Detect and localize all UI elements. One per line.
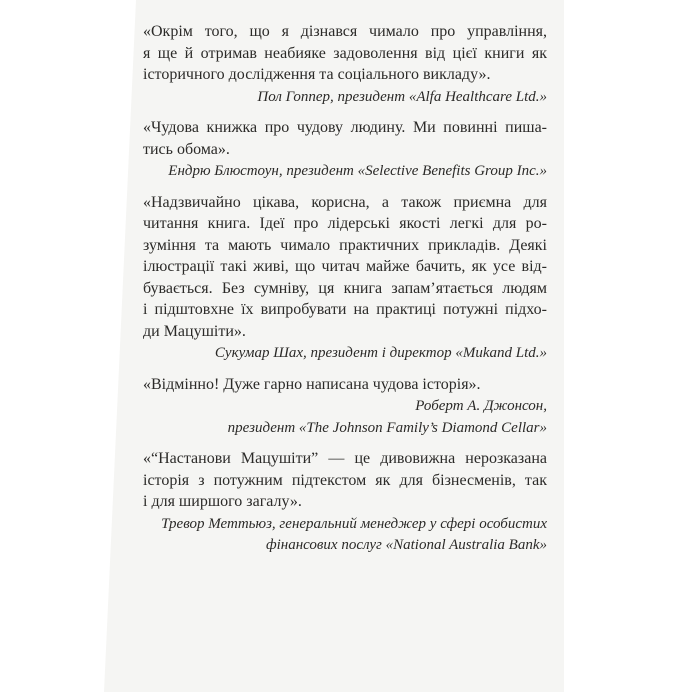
quote-block-3 xyxy=(143,192,547,365)
quote-line: і для ширшого загалу». xyxy=(143,493,302,510)
quote-attribution xyxy=(143,87,547,109)
attribution-line: Сукумар Шах, президент і директор «Mukand Ltd.» xyxy=(214,345,547,361)
testimonials xyxy=(143,21,547,566)
quote-text xyxy=(143,448,547,513)
quote-line: ілюстрації такі живі, що читач майже бачить, як усе від- xyxy=(143,258,547,275)
attribution-line: президент «The Johnson Family’s Diamond Cellar» xyxy=(227,419,547,436)
quote-text xyxy=(143,374,547,396)
quote-line: і підштовхне їх випробувати на практиці потужні підхо- xyxy=(143,301,547,318)
quote-line: читання книга. Ідеї про лідерські якості легкі для ро- xyxy=(143,215,547,232)
quote-block-1 xyxy=(143,21,547,108)
quote-line: ди Мацушіти». xyxy=(143,322,246,340)
quote-text xyxy=(143,192,547,343)
quote-text xyxy=(143,117,547,160)
quote-block-2 xyxy=(143,117,547,183)
quote-line: «Окрім того, що я дізнався чимало про управління, xyxy=(143,23,547,40)
quote-attribution xyxy=(143,396,547,439)
quote-line: зуміння та мають чимало практичних прикладів. Деякі xyxy=(143,236,547,254)
quote-line: я ще й отримав неабияке задоволення від цієї книги як xyxy=(143,44,547,62)
quote-block-5 xyxy=(143,448,547,557)
attribution-line: Тревор Меттьюз, генеральний менеджер у сфері особистих xyxy=(161,515,547,532)
quote-line: історія з потужним підтекстом як для бізнесменів, так xyxy=(143,471,547,489)
quote-attribution xyxy=(143,161,547,183)
quote-line: історичного дослідження та соціального викладу». xyxy=(143,66,491,83)
quote-attribution xyxy=(143,514,547,557)
quote-block-4 xyxy=(143,374,547,440)
quote-text xyxy=(143,21,547,86)
quote-line: «Відмінно! Дуже гарно написана чудова історія». xyxy=(143,375,481,393)
attribution-line: фінансових послуг «National Australia Bank» xyxy=(265,537,547,553)
attribution-line: Роберт А. Джонсон, xyxy=(415,398,547,414)
quote-line: тись обома». xyxy=(143,140,230,158)
attribution-line: Ендрю Блюстоун, президент «Selective Benefits Group Inc.» xyxy=(168,163,547,179)
quote-line: «Чудова книжка про чудову людину. Ми повинні пиша- xyxy=(143,119,547,136)
quote-line: «Надзвичайно цікава, корисна, а також приємна для xyxy=(143,193,547,211)
quote-line: бувається. Без сумніву, ця книга запам’ятається людям xyxy=(143,279,547,297)
quote-attribution xyxy=(143,343,547,365)
attribution-line: Пол Гоппер, президент «Alfa Healthcare Ltd.» xyxy=(257,88,547,105)
quote-line: «“Настанови Мацушіти” — це дивовижна нерозказана xyxy=(143,450,547,467)
